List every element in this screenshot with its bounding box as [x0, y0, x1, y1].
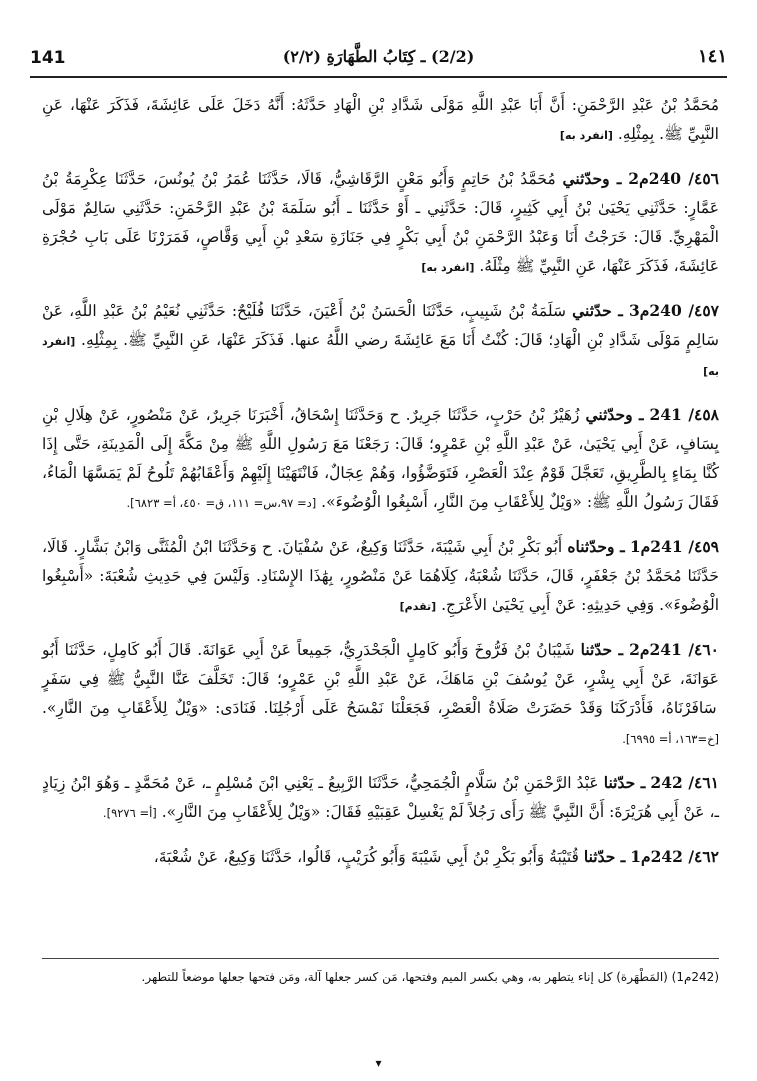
hadith-text: عَبْدُ الرَّحْمَنِ بْنُ سَلَّامٍ الْجُمَحِيُّ، حَدَّثَنَا الرَّبِيعُ ـ يَعْنِي ابْنَ مُسْلِمٍ ـ، عَنْ مُحَمَّدٍ ـ وَهُوَ ابْنُ زِيَادٍ ـ، عَنْ أَبِي هُرَيْرَةَ: أَنَّ النَّبِيَّ ﷺ رَأَى رَجُلاً لَمْ يَغْسِلْ عَقِبَيْهِ فَقَالَ: «وَيْلٌ لِلأَعْقَابِ مِنَ النَّارِ». — [42, 774, 719, 821]
hadith-note: [انفرد به] — [42, 335, 719, 378]
hadith-note: [انفرد به] — [421, 261, 475, 274]
hadith-intro: ـ حدّثنا — [580, 640, 624, 659]
hadith-text: أَبُو بَكْرِ بْنُ أَبِي شَيْبَةَ، حَدَّثَنَا وَكِيعٌ، عَنْ سُفْيَانَ. ح وَحَدَّثَنَا ابْنُ الْمُثَنَّى وَابْنُ بَشَّارٍ. قَالَا، حَدَّثَنَا مُحَمَّدُ بْنُ جَعْفَرٍ، قَالَ، حَدَّثَنَا شُعْبَةُ، كِلَاهُمَا عَنْ مَنْصُورٍ، بِهَٰذَا الإِسْنَادِ. وَلَيْسَ فِي حَدِيثِ شُعْبَةَ: «أَسْبِغُوا الْوُضُوءَ». وَفِي حَدِيثِهِ: عَنْ أَبِي يَحْيَىٰ الأَعْرَجِ. — [42, 538, 719, 614]
hadith-block — [42, 164, 719, 282]
hadith-block — [42, 768, 719, 828]
hadith-number: ٤٥٧/ 240م3 — [628, 301, 719, 320]
chapter-title: (2/2) ـ كِتَابُ الطَّهَارَةِ (٢/٢) — [282, 47, 475, 66]
hadith-number: ٤٦٢/ 242م1 — [630, 847, 719, 866]
hadith-block — [42, 842, 719, 873]
hadith-block — [42, 90, 719, 150]
hadith-intro: ـ وحدّثني — [562, 169, 622, 188]
hadith-intro: ـ حدّثنا — [603, 773, 646, 792]
hadith-ref: [أ= ٩٢٧٦]. — [102, 806, 157, 820]
hadith-number: ٤٥٦/ 240م2 — [628, 169, 719, 188]
footnote: (242م1) (المَطْهَرة) كل إناء يتطهر به، وهي بكسر الميم وفتحها، مَن كسر جعلها آلة، ومَن فتحها جعلها موضعاً للتطهر. — [141, 970, 719, 984]
hadith-block — [42, 532, 719, 621]
hadith-text: شَيْبَانُ بْنُ فَرُّوخَ وَأَبُو كَامِلٍ الْجَحْدَرِيُّ، جَمِيعاً عَنْ أَبِي عَوَانَةَ. قَالَ أَبُو كَامِلٍ، حَدَّثَنَا أَبُو عَوَانَةَ، عَنْ أَبِي بِشْرٍ، عَنْ يُوسُفَ بْنِ مَاهَكَ، عَنْ عَبْدِ اللَّهِ بْنِ عَمْرٍو؛ قَالَ: تَخَلَّفَ عَنَّا النَّبِيُّ ﷺ فِي سَفَرٍ سَافَرْنَاهُ، فَأَدْرَكَنَا وَقَدْ حَضَرَتْ صَلَاةُ الْعَصْرِ، فَجَعَلْنَا نَمْسَحُ عَلَى أَرْجُلِنَا. فَنَادَى: «وَيْلٌ لِلأَعْقَابِ مِنَ النَّارِ». — [42, 641, 719, 717]
hadith-block — [42, 635, 719, 754]
hadith-text: قُتَيْبَةُ وَأَبُو بَكْرِ بْنُ أَبِي شَيْبَةَ وَأَبُو كُرَيْبٍ، قَالُوا، حَدَّثَنَا وَكِيعٌ، عَنْ شُعْبَةَ، — [153, 848, 579, 866]
hadith-number: ٤٦٠/ 241م2 — [629, 640, 719, 659]
page-bottom-mark: ▾ — [375, 1056, 382, 1070]
hadith-intro: ـ وحدّثني — [585, 405, 644, 424]
footnote-divider — [42, 958, 719, 959]
hadith-note: [انفرد به] — [559, 129, 613, 142]
hadith-number: ٤٥٨/ 241 — [649, 405, 719, 424]
hadith-note: [تقدم] — [399, 600, 437, 613]
hadith-intro: ـ حدّثنا — [583, 847, 626, 866]
page-body — [42, 90, 719, 887]
page-number-arabic: ١٤١ — [697, 46, 727, 67]
page-number-latin: 141 — [30, 48, 66, 68]
hadith-number: ٤٦١/ 242 — [650, 773, 719, 792]
hadith-text: مُحَمَّدُ بْنُ حَاتِمٍ وَأَبُو مَعْنٍ الرَّقَاشِيُّ، قَالَا، حَدَّثَنَا عُمَرُ بْنُ يُونُسَ، حَدَّثَنَا عِكْرِمَةُ بْنُ عَمَّارٍ: حَدَّثَنِي يَحْيَىٰ بْنُ أَبِي كَثِيرٍ، قَالَ: حَدَّثَنِي ـ أَوْ حَدَّثَنَا ـ أَبُو سَلَمَةَ بْنُ عَبْدِ الرَّحْمَنِ: حَدَّثَنِي سَالِمٌ مَوْلَى الْمَهْرِيِّ. قَالَ: خَرَجْتُ أَنَا وَعَبْدُ الرَّحْمَنِ بْنُ أَبِي بَكْرٍ فِي جَنَازَةِ سَعْدِ بْنِ أَبِي وَقَّاصٍ، فَمَرَرْنَا عَلَى بَابِ حُجْرَةِ عَائِشَةَ، فَذَكَرَ عَنْهَا، عَنِ النَّبِيِّ ﷺ مِثْلَهُ. — [42, 170, 719, 275]
hadith-text: سَلَمَةُ بْنُ شَبِيبٍ، حَدَّثَنَا الْحَسَنُ بْنُ أَعْيَنَ، حَدَّثَنَا فُلَيْحٌ: حَدَّثَنِي نُعَيْمُ بْنُ عَبْدِ اللَّهِ، عَنْ سَالِمٍ مَوْلَى شَدَّادِ بْنِ الْهَادِ؛ قَالَ: كُنْتُ أَنَا مَعَ عَائِشَةَ رضي اللَّهُ عنها. فَذَكَرَ عَنْهَا، عَنِ النَّبِيِّ ﷺ. بِمِثْلِهِ. — [42, 302, 719, 349]
hadith-block — [42, 296, 719, 386]
page-header — [30, 44, 727, 78]
hadith-intro: ـ حدّثني — [572, 301, 623, 320]
hadith-number: ٤٥٩/ 241م1 — [629, 537, 719, 556]
hadith-text: مُحَمَّدُ بْنُ عَبْدِ الرَّحْمَنِ: أَنَّ أَبَا عَبْدِ اللَّهِ مَوْلَى شَدَّادِ بْنِ الْهَادِ حَدَّثَهُ: أَنَّهُ دَخَلَ عَلَى عَائِشَةَ، فَذَكَرَ عَنْهَا، عَنِ النَّبِيِّ ﷺ. بِمِثْلِهِ. — [42, 96, 719, 143]
hadith-intro: ـ وحدّثناه — [567, 537, 625, 556]
hadith-ref: [د= ٩٧،س= ١١١، ق= ٤٥٠، أ= ٦٨٢٣]. — [126, 496, 317, 510]
hadith-block — [42, 400, 719, 518]
hadith-ref: [خ=١٦٣، أ= ٦٩٩٥]. — [622, 732, 719, 746]
hadith-text: زُهَيْرُ بْنُ حَرْبٍ، حَدَّثَنَا جَرِيرٌ. ح وَحَدَّثَنَا إِسْحَاقُ، أَخْبَرَنَا جَرِيرٌ، عَنْ مَنْصُورٍ، عَنْ هِلَالِ بْنِ يِسَافٍ، عَنْ أَبِي يَحْيَىٰ، عَنْ عَبْدِ اللَّهِ بْنِ عَمْرٍو؛ قَالَ: رَجَعْنَا مَعَ رَسُولِ اللَّهِ ﷺ مِنْ مَكَّةَ إِلَى الْمَدِينَةِ، حَتَّى إِذَا كُنَّا بِمَاءٍ بِالطَّرِيقِ، تَعَجَّلَ قَوْمٌ عِنْدَ الْعَصْرِ، فَتَوَضَّؤُوا، وَهُمْ عِجَالٌ، فَانْتَهَيْنَا إِلَيْهِمْ وَأَعْقَابُهُمْ تَلُوحُ لَمْ يَمَسَّهَا الْمَاءُ، فَقَالَ رَسُولُ اللَّهِ ﷺ: «وَيْلٌ لِلأَعْقَابِ مِنَ النَّارِ، أَسْبِغُوا الْوُضُوءَ». — [42, 406, 719, 511]
